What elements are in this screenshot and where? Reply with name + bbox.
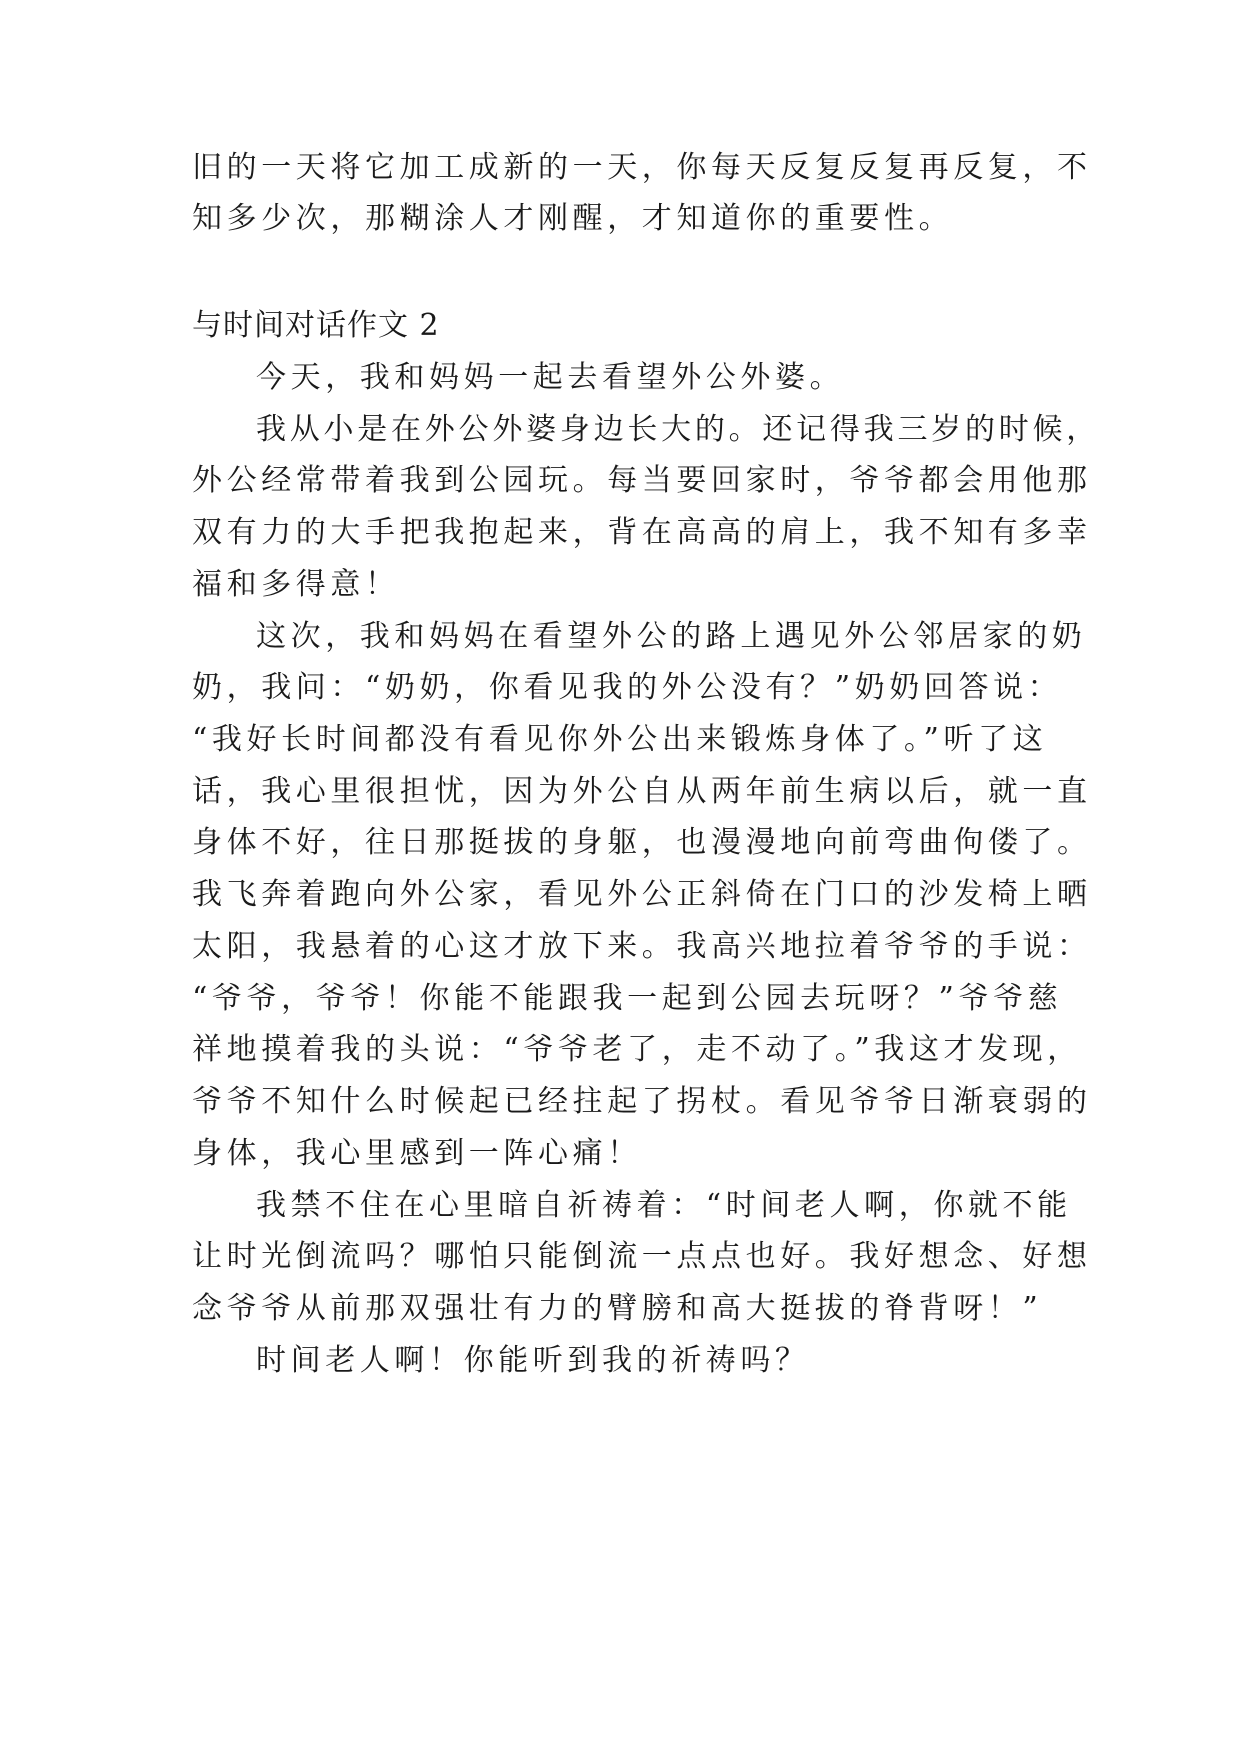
paragraph-line: 我禁不住在心里暗自祈祷着：“时间老人啊，你就不能 (256, 1188, 1072, 1223)
prev-paragraph-line: 旧的一天将它加工成新的一天，你每天反复反复再反复，不 (192, 150, 1092, 185)
paragraph-line: 双有力的大手把我抱起来，背在高高的肩上，我不知有多幸 (192, 515, 1092, 550)
paragraph-line: 让时光倒流吗？哪怕只能倒流一点点也好。我好想念、好想 (192, 1239, 1092, 1274)
paragraph-line: 奶，我问：“奶奶，你看见我的外公没有？”奶奶回答说： (192, 670, 1063, 705)
paragraph-line: “我好长时间都没有看见你外公出来锻炼身体了。”听了这 (192, 722, 1048, 757)
paragraph-line: 我飞奔着跑向外公家，看见外公正斜倚在门口的沙发椅上晒 (192, 877, 1092, 912)
section-title: 与时间对话作文 2 (192, 308, 440, 343)
paragraph-line: 我从小是在外公外婆身边长大的。还记得我三岁的时候， (256, 412, 1100, 447)
paragraph-line: 爷爷不知什么时候起已经拄起了拐杖。看见爷爷日渐衰弱的 (192, 1084, 1092, 1119)
paragraph-line: 祥地摸着我的头说：“爷爷老了，走不动了。”我这才发现， (192, 1032, 1082, 1067)
paragraph-line: 福和多得意！ (192, 567, 400, 602)
paragraph-line: 外公经常带着我到公园玩。每当要回家时，爷爷都会用他那 (192, 463, 1092, 498)
prev-paragraph-line: 知多少次，那糊涂人才刚醒，才知道你的重要性。 (192, 201, 954, 236)
paragraph-line: “爷爷，爷爷！你能不能跟我一起到公园去玩呀？”爷爷慈 (192, 981, 1063, 1016)
paragraph-line: 身体不好，往日那挺拔的身躯，也漫漫地向前弯曲佝偻了。 (192, 825, 1092, 860)
paragraph-line: 这次，我和妈妈在看望外公的路上遇见外公邻居家的奶 (256, 619, 1087, 654)
paragraph-line: 今天，我和妈妈一起去看望外公外婆。 (256, 360, 845, 395)
paragraph-line: 身体，我心里感到一阵心痛！ (192, 1136, 642, 1171)
paragraph-line: 太阳，我悬着的心这才放下来。我高兴地拉着爷爷的手说： (192, 929, 1092, 964)
paragraph-line: 话，我心里很担忧，因为外公自从两年前生病以后，就一直 (192, 774, 1092, 809)
paragraph-line: 念爷爷从前那双强壮有力的臂膀和高大挺拔的脊背呀！” (192, 1291, 1043, 1326)
paragraph-line: 时间老人啊！你能听到我的祈祷吗？ (256, 1343, 810, 1378)
